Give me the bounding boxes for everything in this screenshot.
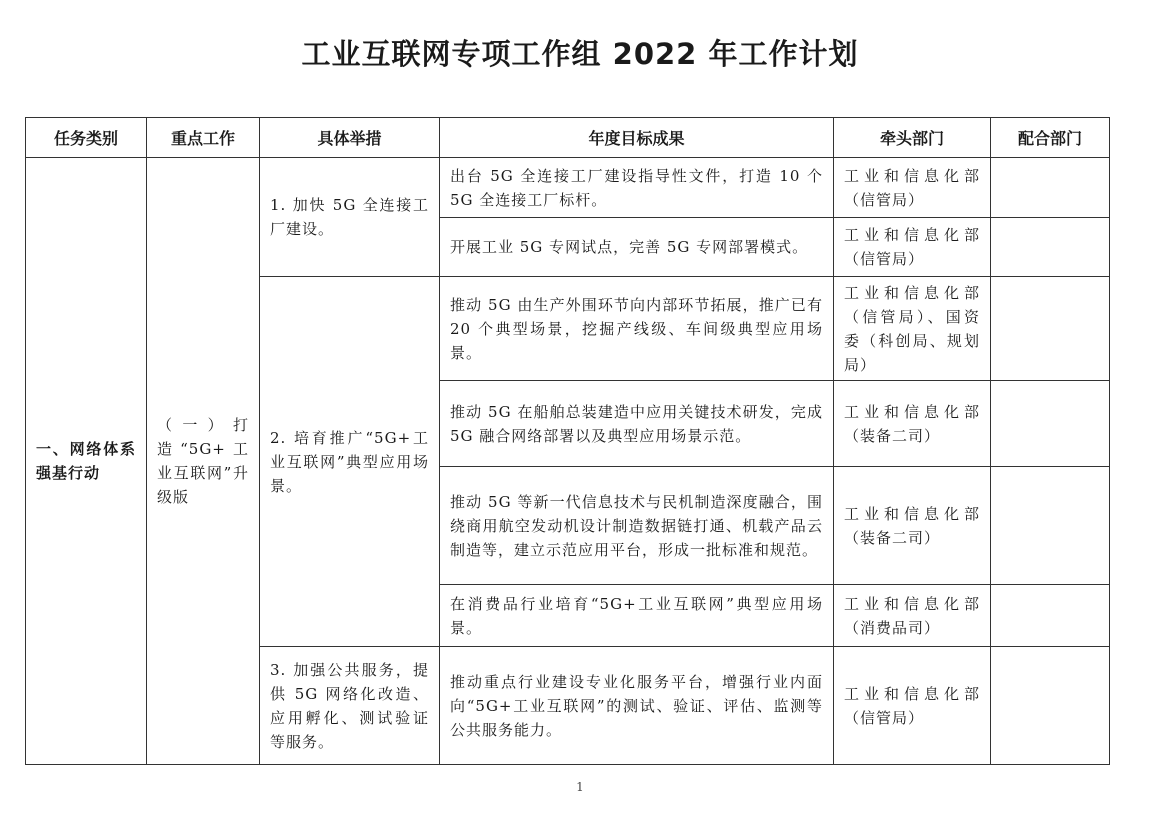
table-row (26, 158, 1110, 218)
goal-cell: 开展工业 5G 专网试点，完善 5G 专网部署模式。 (440, 218, 834, 277)
support-department-cell (991, 218, 1110, 277)
goal-cell: 推动 5G 由生产外围环节向内部环节拓展，推广已有 20 个典型场景，挖掘产线级、车间级典型应用场景。 (440, 277, 834, 381)
measure-cell: 2. 培育推广“5G+工业互联网”典型应用场景。 (260, 277, 440, 647)
lead-department-cell: 工业和信息化部（信管局）、国资委（科创局、规划局） (834, 277, 991, 381)
column-header-category: 任务类别 (26, 118, 147, 158)
goal-cell: 出台 5G 全连接工厂建设指导性文件，打造 10 个 5G 全连接工厂标杆。 (440, 158, 834, 218)
goal-cell: 推动 5G 等新一代信息技术与民机制造深度融合，围绕商用航空发动机设计制造数据链打通、机载产品云制造等，建立示范应用平台，形成一批标准和规范。 (440, 467, 834, 585)
measure-cell: 3. 加强公共服务，提供 5G 网络化改造、应用孵化、测试验证等服务。 (260, 647, 440, 765)
goal-cell: 在消费品行业培育“5G+工业互联网”典型应用场景。 (440, 585, 834, 647)
page-number: 1 (576, 780, 584, 794)
measure-cell: 1. 加快 5G 全连接工厂建设。 (260, 158, 440, 277)
column-header-key-work: 重点工作 (147, 118, 260, 158)
support-department-cell (991, 467, 1110, 585)
task-category-cell: 一、网络体系强基行动 (26, 158, 147, 765)
support-department-cell (991, 585, 1110, 647)
goal-cell: 推动重点行业建设专业化服务平台，增强行业内面向“5G+工业互联网”的测试、验证、评估、监测等公共服务能力。 (440, 647, 834, 765)
work-plan-table (25, 117, 1110, 765)
support-department-cell (991, 158, 1110, 218)
table-header-row (26, 118, 1110, 158)
goal-cell: 推动 5G 在船舶总装建造中应用关键技术研发，完成 5G 融合网络部署以及典型应用场景示范。 (440, 381, 834, 467)
column-header-annual-goals: 年度目标成果 (440, 118, 834, 158)
lead-department-cell: 工业和信息化部（信管局） (834, 647, 991, 765)
column-header-support-department: 配合部门 (991, 118, 1110, 158)
key-work-cell: （一）打造“5G+工业互联网”升级版 (147, 158, 260, 765)
page-title: 工业互联网专项工作组 2022 年工作计划 (301, 37, 859, 71)
support-department-cell (991, 381, 1110, 467)
lead-department-cell: 工业和信息化部（信管局） (834, 218, 991, 277)
support-department-cell (991, 277, 1110, 381)
column-header-measures: 具体举措 (260, 118, 440, 158)
lead-department-cell: 工业和信息化部（装备二司） (834, 467, 991, 585)
column-header-lead-department: 牵头部门 (834, 118, 991, 158)
lead-department-cell: 工业和信息化部（装备二司） (834, 381, 991, 467)
lead-department-cell: 工业和信息化部（消费品司） (834, 585, 991, 647)
lead-department-cell: 工业和信息化部（信管局） (834, 158, 991, 218)
support-department-cell (991, 647, 1110, 765)
